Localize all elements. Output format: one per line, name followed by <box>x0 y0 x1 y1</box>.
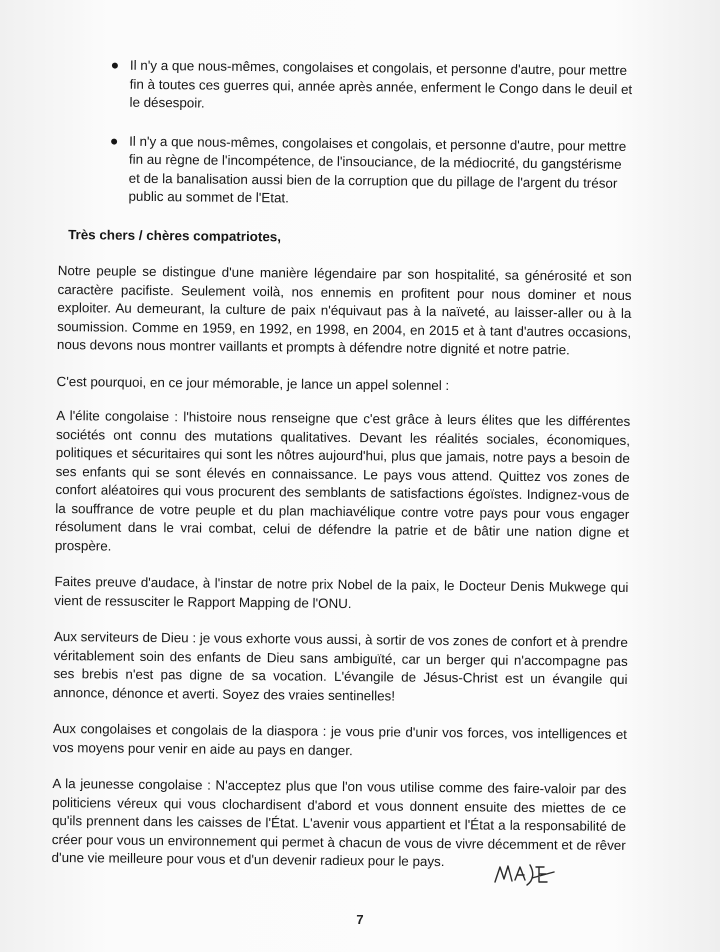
bullet-text: Il n'y a que nous-mêmes, congolaises et congolais, et personne d'autre, pour mettre fin au règne de l'incompétence, de l'insouciance, de la médiocrité, du gangstérisme et de la banalisation aussi bien de la corruption que du pillage de l'argent du trésor public au sommet de l'Etat. <box>128 133 627 206</box>
paragraph: Notre peuple se distingue d'une manière légendaire par son hospitalité, sa générosité et son caractère pacifiste. Seulement voilà, nos ennemis en profitent pour nous dominer et nous exploiter. Au demeurant, la culture de paix n'équivaut pas à la naïveté, au laisser-aller ou à la soumission. Comme en 1959, en 1992, en 1998, en 2004, en 2015 et à tant d'autres occasions, nous devons nous montrer vaillants et prompts à défendre notre dignité et notre patrie. <box>56 262 632 358</box>
bullet-item <box>59 56 634 118</box>
bullet-item <box>58 131 633 211</box>
bullet-list <box>58 56 634 212</box>
paragraph: Faites preuve d'audace, à l'instar de notre prix Nobel de la paix, le Docteur Denis Mukwege qui vient de ressusciter le Rapport Mapping de l'ONU. <box>54 573 629 611</box>
bullet-icon <box>112 63 118 69</box>
paragraph: Aux serviteurs de Dieu : je vous exhorte vous aussi, à sortir de vos zones de confort et à prendre véritablement soin des enfants de Dieu sans ambiguïté, car un berger qui n'accompagne pas ses brebis n'est pas digne de sa vocation. L'évangile de Jésus-Christ est un évangile qui annonce, dénonce et averti. Soyez des vraies sentinelles! <box>53 628 628 704</box>
page-number: 7 <box>356 912 364 927</box>
paragraph: C'est pourquoi, en ce jour mémorable, je lance un appel solennel : <box>56 373 450 393</box>
paragraph: A la jeunesse congolaise : N'acceptez plus que l'on vous utilise comme des faire-valoir par des politiciens véreux qui vous clochardisent d'abord et vous donnent ensuite des miettes de ce qu'ils prennent dans les caisses de l'État. L'avenir vous appartient et l'État a la responsabilité de créer pour vous un environnement qui permet à chacun de vous de vivre décemment et de rêver d'une vie meilleure pour vous et d'un devenir radieux pour le pays. <box>51 775 627 870</box>
handwritten-signature <box>492 858 558 890</box>
bullet-icon <box>111 138 117 144</box>
page-content <box>51 56 634 891</box>
paragraph: A l'élite congolaise : l'histoire nous renseigne que c'est grâce à leurs élites que les différentes sociétés ont connu des mutations qualitatives. Devant les réalités sociales, économiques, politiques et sécuritaires qui sont les nôtres aujourd'hui, plus que jamais, notre pays a besoin de ses enfants qui se sont élevés en connaissance. Le pays vous attend. Quittez vos zones de confort aléatoires qui vous procurent des semblants de satisfactions égoïstes. Indignez-vous de la souffrance de votre peuple et du plan machiavélique contre votre pays pour vous engager résolument dans le vrai combat, celui de défendre la patrie et de bâtir une nation digne et prospère. <box>54 407 631 554</box>
paragraph: Aux congolaises et congolais de la diaspora : je vous prie d'unir vos forces, vos intelligences et vos moyens pour venir en aide au pays en danger. <box>52 720 628 758</box>
greeting-heading: Très chers / chères compatriotes, <box>68 226 282 244</box>
bullet-text: Il n'y a que nous-mêmes, congolaises et congolais, et personne d'autre, pour mettre fin à toutes ces guerres qui, année après année, enferment le Congo dans le deuil et le désespoir. <box>129 57 633 111</box>
